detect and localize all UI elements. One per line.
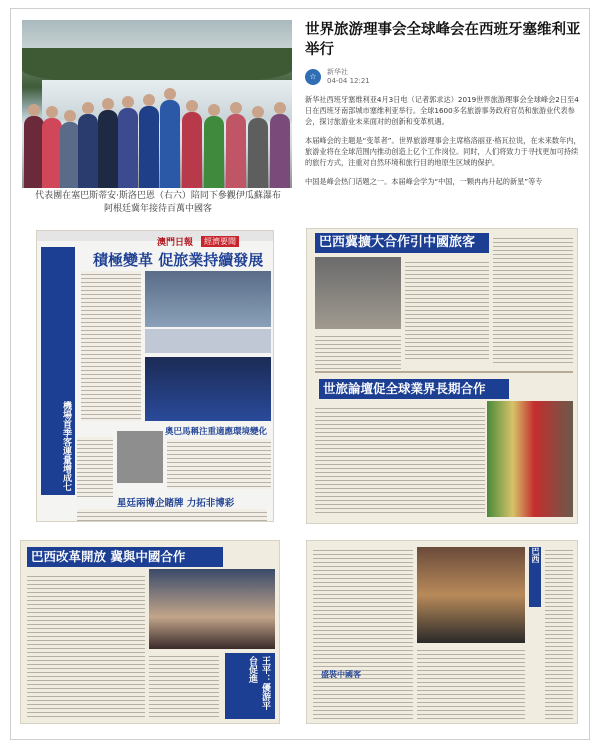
photo-caption-line2: 阿根廷冀年接待百萬中國客 [103, 204, 212, 214]
clip1-section: 經濟要聞 [201, 236, 239, 247]
news-article [305, 20, 585, 220]
clip1-side-headline: 機場首季客運量增成七 [41, 399, 75, 495]
newspaper-clip-1 [36, 230, 274, 522]
clip3-side-text: 王平：優游平台促進 [225, 653, 275, 719]
publish-time: 04-04 12:21 [327, 77, 370, 85]
photo-caption-line1: 代表團在塞巴斯蒂安·斯洛巴恩（右六）陪同下參觀伊瓜蘇瀑布 [35, 191, 281, 201]
article-paragraph-3: 中国是峰会热门话题之一。本届峰会学为“中国，一颗冉冉升起的新星”等专 [305, 177, 543, 186]
clip1-bottom-headline: 星廷兩博企賭牌 力拓非博彩 [117, 498, 235, 509]
clip1-sub-headline: 奧巴馬稱注重適應環境變化 [165, 427, 268, 437]
newspaper-clip-2 [306, 228, 578, 524]
photo-caption [22, 190, 294, 216]
source-name: 新华社 [327, 68, 348, 76]
newspaper-clip-3 [20, 540, 280, 724]
clip2-headline-top: 巴西冀擴大合作引中國旅客 [315, 233, 489, 253]
clip4-subhead: 盛裝中國客 [321, 670, 361, 679]
xinhua-logo-icon: ☆ [305, 69, 321, 85]
clip1-masthead: 澳門日報 [157, 238, 194, 248]
article-paragraph-1: 新华社西班牙塞维利亚4月3日电（记者郭求达）2019世界旅游理事会全球峰会2日至4日在西班牙南部城市塞维利亚举行。全球1600多名旅游事务政府官员和旅游业代表参会，探讨旅游业未来面对的创新和变革机遇。 [305, 95, 579, 126]
clip1-headline: 積極變革 促旅業持續發展 [93, 251, 264, 269]
article-paragraph-2: 本届峰会的主题是“变革者”。世界旅游理事会主席格洛丽亚·格瓦拉说，在未来数年内，旅游业将在全球范围内推动创造上亿个工作岗位。同时，人们将致力于寻找更加可持续的旅行方式，注重对自然环境和旅行目的地原生区域的保护。 [305, 136, 581, 167]
article-source [305, 68, 585, 86]
newspaper-clip-4 [306, 540, 578, 724]
clip4-side-text: 巴西 [529, 547, 541, 607]
clip2-headline-bottom: 世旅論壇促全球業界長期合作 [319, 379, 509, 399]
article-title: 世界旅游理事会全球峰会在西班牙塞维利亚举行 [305, 22, 581, 58]
clip3-headline: 巴西改革開放 冀與中國合作 [27, 547, 223, 567]
group-photo [22, 20, 292, 188]
